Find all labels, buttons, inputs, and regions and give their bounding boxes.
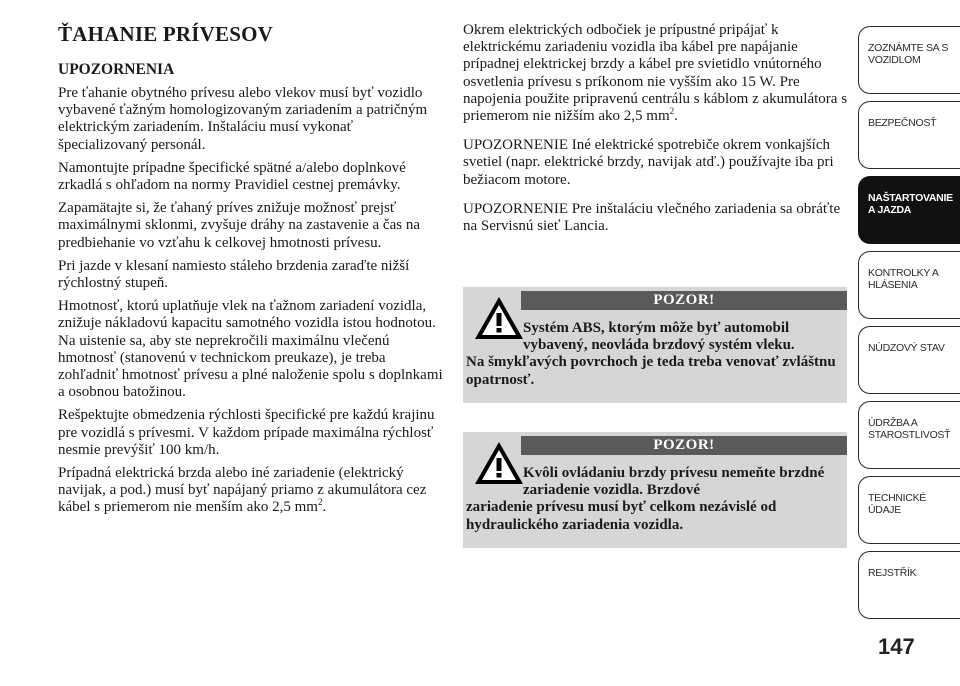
paragraph xyxy=(58,465,443,517)
warning-text-indented: Systém ABS, ktorým môže byť automobil vybavený, neovláda brzdový systém vleku. xyxy=(523,320,795,354)
tab-label-line: TECHNICKÉ xyxy=(868,492,926,504)
paragraph: Namontujte prípadne špecifické spätné a/alebo doplnkové zrkadlá s ohľadom na normy Pravidiel cestnej premávky. xyxy=(58,159,406,194)
right-column xyxy=(463,22,848,241)
tab-label-line: STAROSTLIVOSŤ xyxy=(868,429,951,441)
tab-label-line: VOZIDLOM xyxy=(868,54,921,66)
tab-technicke-udaje[interactable] xyxy=(858,476,960,544)
warning-text-rest: Na šmykľavých povrchoch je teda treba venovať zvláštnu opatrnosť. xyxy=(466,354,836,388)
paragraph-text: Okrem elektrických odbočiek je prípustné pripájať k elektrickému zariadeniu vozidla iba kábel pre napájanie prípadnej elektrickej brzdy a kábel pre svietidlo vnútorného osvetlenia prívesu s príkonom nie vyšším ako 15 W. Pre napojenia použite pripravenú centrálu s káblom z akumulátora s priemerom nie nižším ako 2,5 mm xyxy=(463,22,848,125)
superscript: 2 xyxy=(317,497,323,508)
warnings-subtitle: UPOZORNENIA xyxy=(58,61,175,78)
paragraph xyxy=(463,22,848,125)
tab-label-line: ÚDRŽBA A xyxy=(868,417,918,429)
left-column xyxy=(58,22,443,523)
tab-udrzba-a-starostlivost[interactable] xyxy=(858,401,960,469)
tab-label-line: A JAZDA xyxy=(868,204,912,216)
paragraph: Pri jazde v klesaní namiesto stáleho brzdenia zaraďte nižší rýchlostný stupeň. xyxy=(58,257,410,292)
tab-zoznamte-sa-s-vozidlom[interactable] xyxy=(858,26,960,94)
tab-nastartovanie-a-jazda[interactable] xyxy=(858,176,960,244)
tab-label-line: ÚDAJE xyxy=(868,504,901,516)
tab-label-line: NAŠTARTOVANIE xyxy=(868,192,953,204)
warning-label: POZOR! xyxy=(521,291,847,310)
warning-label: POZOR! xyxy=(521,436,847,455)
tab-kontrolky-a-hlasenia[interactable] xyxy=(858,251,960,319)
paragraph: Pre ťahanie obytného prívesu alebo vlekov musí byť vozidlo vybavené ťažným homologizovaným zariadením a patričným elektrickým zariadením. Inštaláciu musí vykonať špecializovaný personál. xyxy=(58,85,428,153)
tab-label-line: BEZPEČNOSŤ xyxy=(868,117,937,129)
tab-label-line: ZOZNÁMTE SA S xyxy=(868,42,949,54)
superscript: 2 xyxy=(669,106,675,117)
warning-box xyxy=(463,287,847,403)
warning-text-rest: zariadenie prívesu musí byť celkom nezávislé od hydraulického zariadenia vozidla. xyxy=(466,499,777,533)
warning-box xyxy=(463,432,847,548)
section-title: ŤAHANIE PRÍVESOV xyxy=(58,22,273,46)
paragraph: Zapamätajte si, že ťahaný príves znižuje možnosť prejsť maximálnymi sklonmi, zvyšuje dráhy na zastavenie a čas na predbiehanie vo vzťahu k celkovej hmotnosti prívesu. xyxy=(58,200,420,251)
paragraph-end: . xyxy=(322,499,327,516)
tab-label-line: KONTROLKY A xyxy=(868,267,939,279)
warning-triangle-icon xyxy=(473,295,525,341)
paragraph-end: . xyxy=(674,108,678,125)
tab-label-line: NÚDZOVÝ STAV xyxy=(868,342,945,354)
page-number: 147 xyxy=(878,634,915,659)
paragraph: Hmotnosť, ktorú uplatňuje vlek na ťažnom zariadení vozidla, znižuje nákladovú kapacitu samotného vozidla istou hodnotou. Na uistenie sa, aby ste neprekročili maximálnu vlečenú hmotnosť (stanovenú v technickom preukaze), je treba zohľadniť hmotnosť prívesu a plné naloženie spolu s doplnkami a osobnou batožinou. xyxy=(58,298,443,401)
paragraph: UPOZORNENIE Iné elektrické spotrebiče okrem vonkajších svetiel (napr. elektrické brzdy, navijak atď.) používajte iba pri bežiacom motore. xyxy=(463,137,834,188)
warning-triangle-icon xyxy=(473,440,525,486)
tab-bezpecnost[interactable] xyxy=(858,101,960,169)
tab-label-line: HLÁSENIA xyxy=(868,279,918,291)
tab-nudzovy-stav[interactable] xyxy=(858,326,960,394)
warning-text-indented: Kvôli ovládaniu brzdy prívesu nemeňte brzdné zariadenie vozidla. Brzdové xyxy=(523,465,825,499)
tab-rejstrik[interactable] xyxy=(858,551,960,619)
paragraph: UPOZORNENIE Pre inštaláciu vlečného zariadenia sa obráťte na Servisnú sieť Lancia. xyxy=(463,200,841,235)
paragraph: Rešpektujte obmedzenia rýchlosti špecifické pre každú krajinu pre vozidlá s prívesmi. V každom prípade maximálna rýchlosť nesmie prevýšiť 100 km/h. xyxy=(58,407,435,458)
tab-label-line: REJSTŘÍK xyxy=(868,567,917,579)
paragraph-text: Prípadná elektrická brzda alebo iné zariadenie (elektrický navijak, a pod.) musí byť napájaný priamo z akumulátora cez kábel s priemerom nie menším ako 2,5 mm xyxy=(58,465,427,516)
